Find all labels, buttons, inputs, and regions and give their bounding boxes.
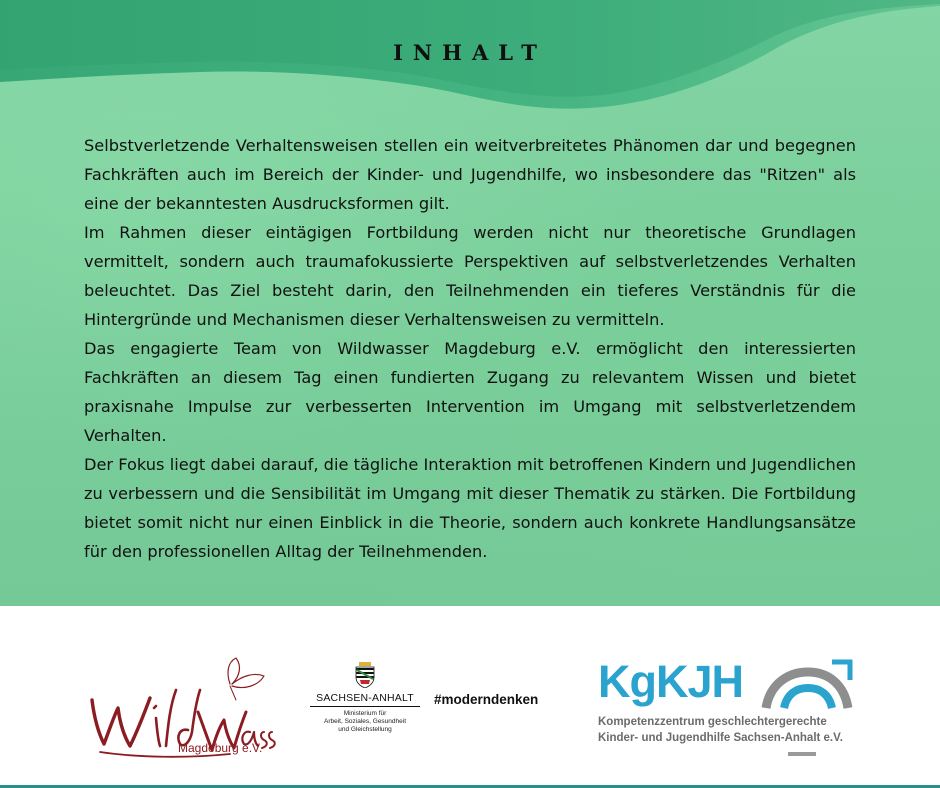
kgkjh-underline-bar [788, 752, 816, 756]
ministry-line-1: Ministerium für [343, 710, 387, 717]
paragraph-team: Das engagierte Team von Wildwasser Magdeburg e.V. ermöglicht den interessierten Fachkräften an diesem Tag einen fundierten Zugang zu relevantem Wissen und bietet praxisnahe Impulse zur verbesserten Intervention im Umgang mit selbstverletzendem Verhalten. [84, 339, 856, 445]
section-heading: INHALT [393, 40, 547, 65]
paragraph-training: Im Rahmen dieser eintägigen Fortbildung werden nicht nur theoretische Grundlagen vermittelt, sondern auch traumafokussierte Perspektiven auf selbstverletzendes Verhalten beleuchtet. Das Ziel besteht darin, den Teilnehmenden ein tieferes Verständnis für die Hintergründe und Mechanismen dieser Verhaltensweisen zu vermitteln. [84, 223, 856, 329]
kgkjh-title: KgKJH [598, 656, 744, 707]
top-wave-decoration [0, 0, 940, 140]
kgkjh-subtitle-line-2: Kinder- und Jugendhilfe Sachsen-Anhalt e.V. [598, 732, 843, 744]
logo-footer [0, 606, 940, 788]
hashtag-moderndenken: #moderndenken [434, 692, 539, 707]
ministry-line-2: Arbeit, Soziales, Gesundheit [323, 718, 407, 725]
ministry-line-3: und Gleichstellung [338, 726, 392, 733]
kgkjh-subtitle-line-1: Kompetenzzentrum geschlechtergerechte [598, 716, 827, 728]
paragraph-intro: Selbstverletzende Verhaltensweisen stellen ein weitverbreitetes Phänomen dar und begegnen Fachkräften auch im Bereich der Kinder- und Jugendhilfe, wo insbesondere das "Ritzen" als eine der bekanntesten Ausdrucksformen gilt. [84, 136, 856, 213]
sachsen-anhalt-name: SACHSEN-ANHALT [310, 690, 420, 707]
paragraph-focus: Der Fokus liegt dabei darauf, die tägliche Interaktion mit betroffenen Kindern und Jugendlichen zu verbessern und die Sensibilität im Umgang mit dieser Thematik zu stärken. Die Fortbildung bietet somit nicht nur einen Einblick in die Theorie, sondern auch konkrete Handlungsansätze für den professionellen Alltag der Teilnehmenden. [84, 455, 856, 561]
coat-of-arms-icon [354, 662, 376, 688]
wildwasser-subtitle: Magdeburg e.V. [178, 741, 263, 755]
ministry-name [310, 710, 420, 734]
arch-icon [760, 658, 856, 710]
sachsen-anhalt-logo [310, 662, 420, 734]
body-text [84, 131, 856, 566]
kgkjh-logo [596, 656, 866, 766]
